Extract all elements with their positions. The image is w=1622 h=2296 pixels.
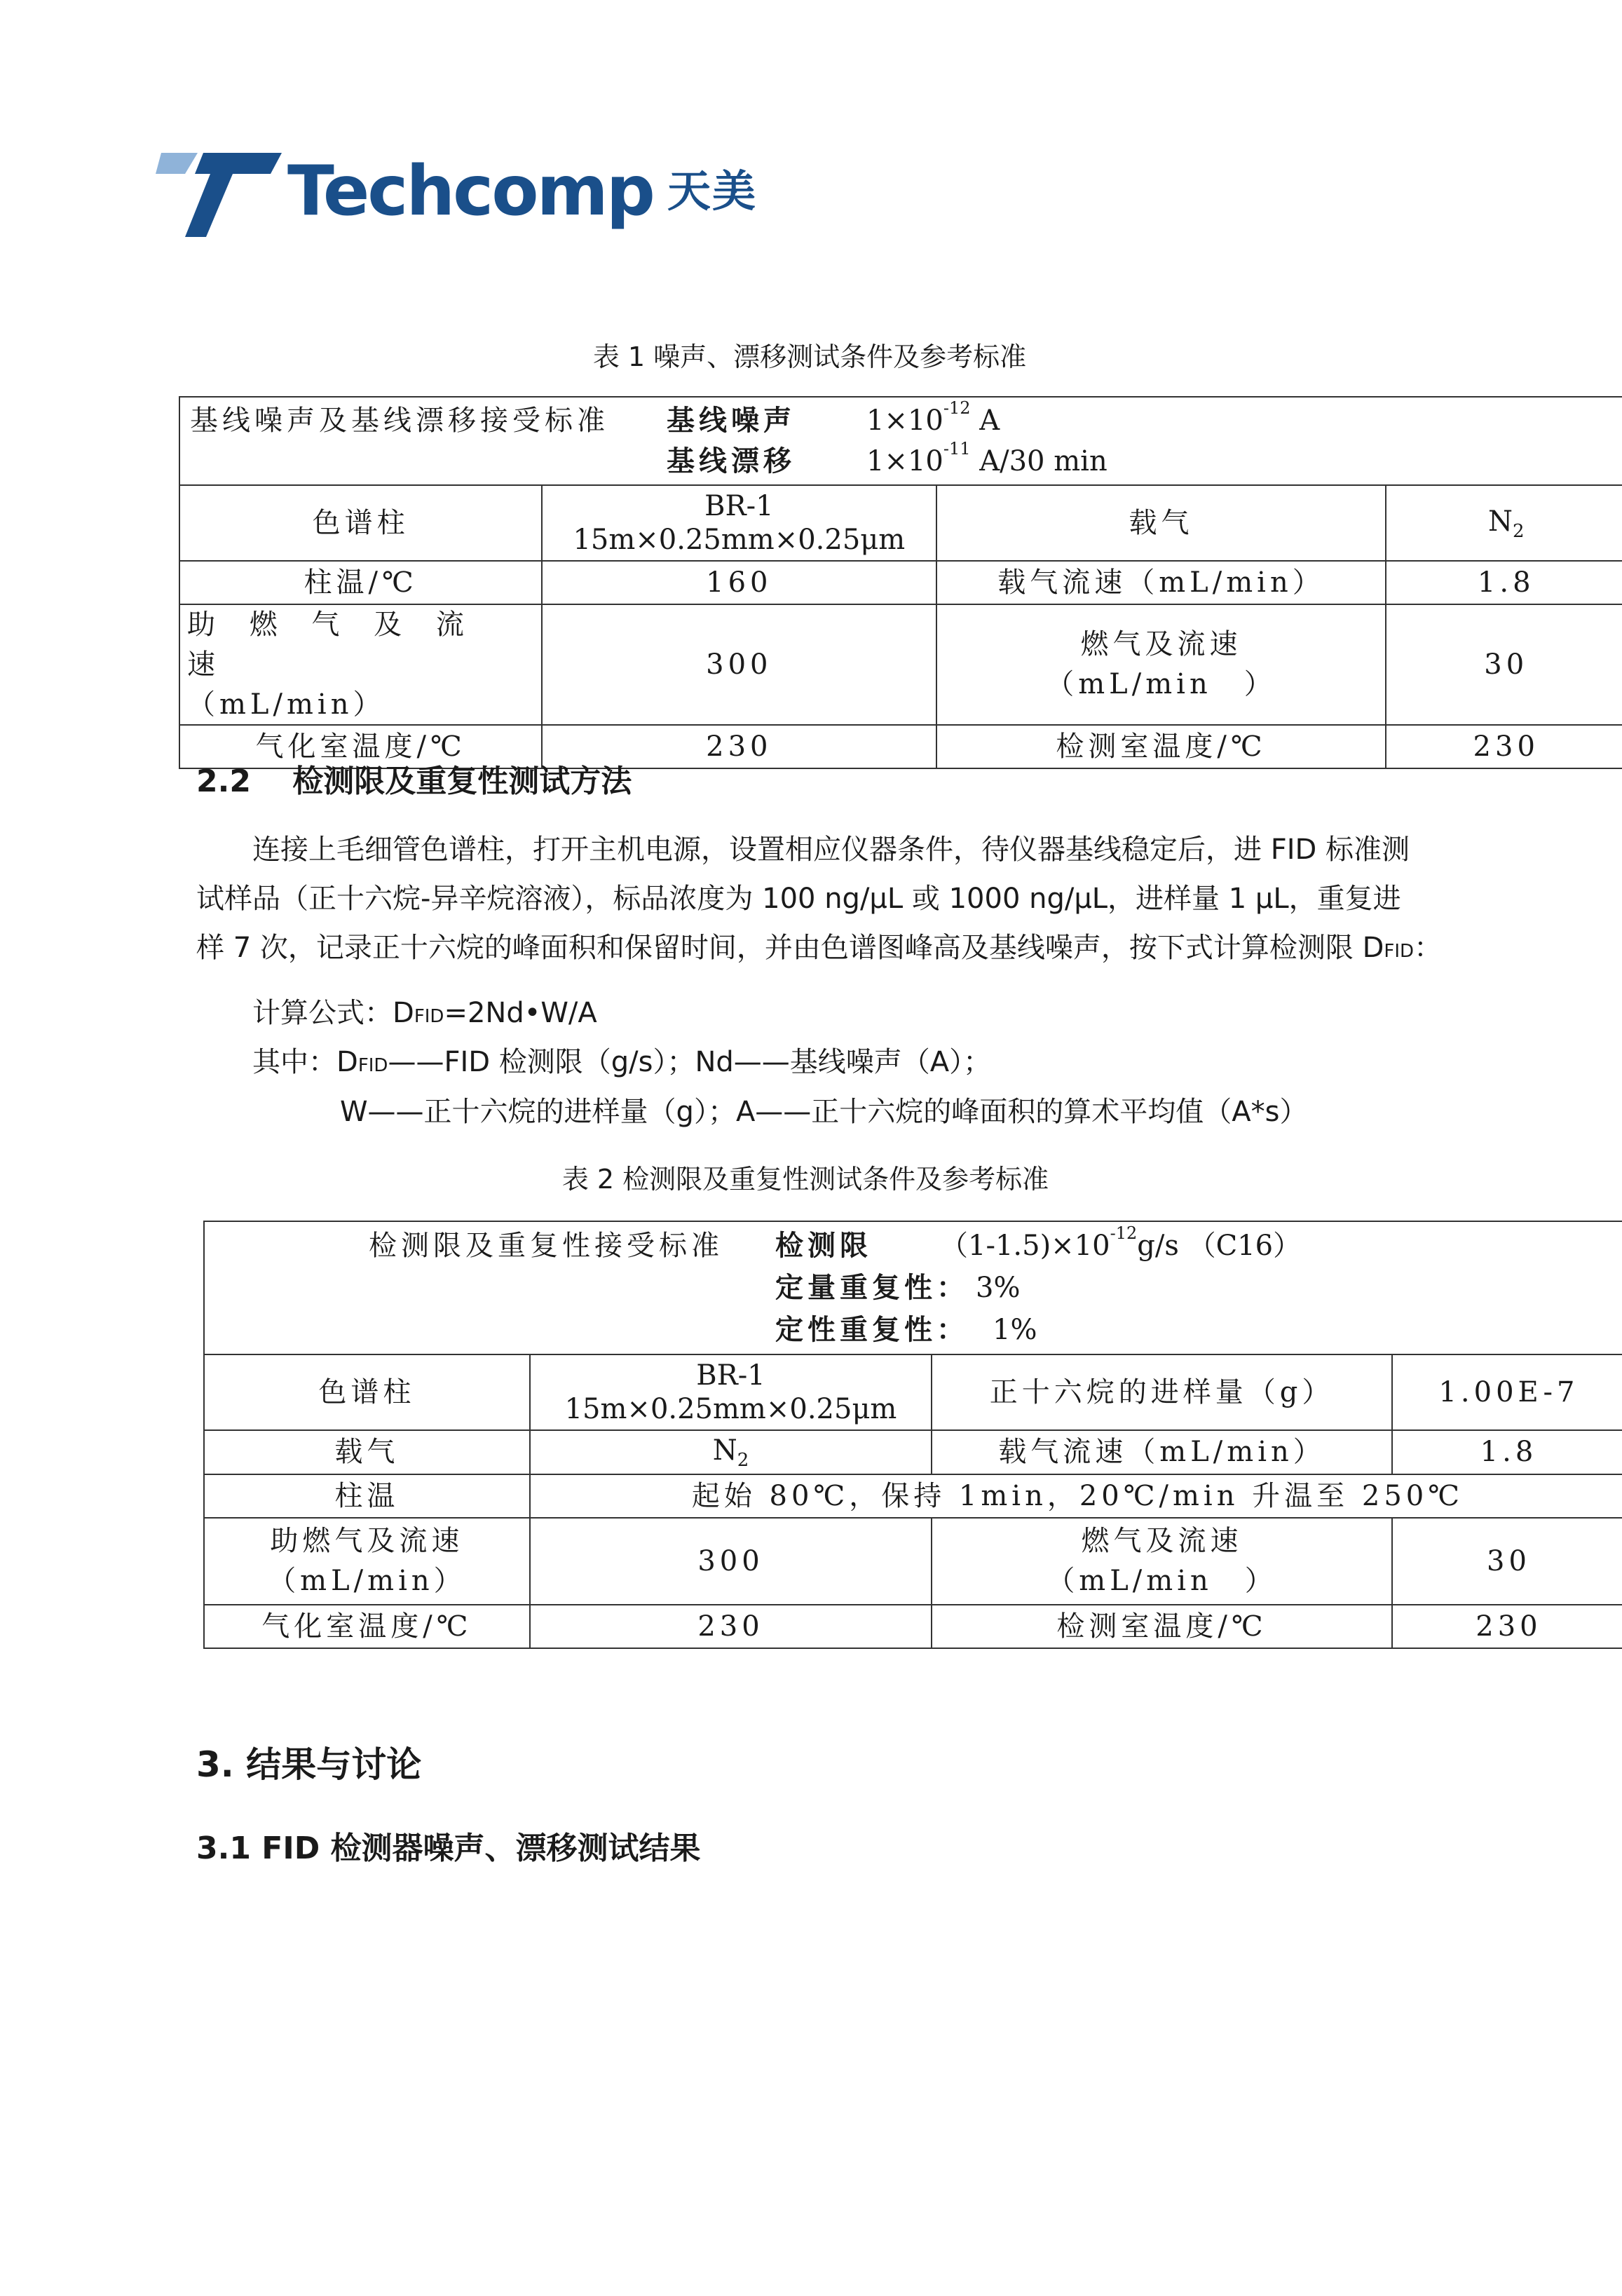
carrier-flow-label: 载气流速（mL/min） xyxy=(932,1430,1392,1474)
col-temp-program: 起始 80℃，保持 1min，20℃/min 升温至 250℃ xyxy=(530,1474,1622,1518)
table1 xyxy=(179,396,1622,769)
criteria-label: 基线噪声及基线漂移接受标准 xyxy=(190,405,609,437)
aux-gas-label: 助 燃 气 及 流 速 （mL/min） xyxy=(179,604,542,725)
table2-criteria-cell xyxy=(204,1221,1622,1354)
table-row xyxy=(204,1474,1622,1518)
col-temp-value: 160 xyxy=(542,561,936,604)
table2-caption: 表 2 检测限及重复性测试条件及参考标准 xyxy=(561,1164,1049,1195)
lod-label: 检测限 xyxy=(775,1229,872,1262)
det-temp-label: 检测室温度/℃ xyxy=(936,725,1386,768)
section-2-2-heading: 2.2 检测限及重复性测试方法 xyxy=(196,763,632,799)
carrier-label: 载气 xyxy=(936,485,1386,561)
table-row xyxy=(179,561,1622,604)
aux-gas-label: 助燃气及流速 （mL/min） xyxy=(204,1518,530,1605)
table1-criteria-cell xyxy=(179,397,1622,485)
fuel-label: 燃气及流速 （mL/min ） xyxy=(932,1518,1392,1605)
carrier-flow-value: 1.8 xyxy=(1386,561,1622,604)
paragraph-line: 连接上毛细管色谱柱，打开主机电源，设置相应仪器条件，待仪器基线稳定后，进 FID 标准测 xyxy=(252,834,1410,866)
table-row xyxy=(204,1518,1622,1605)
formula-where: 其中：DFID——FID 检测限（g/s）；Nd——基线噪声（A）； xyxy=(252,1046,992,1078)
formula-where-line2: W——正十六烷的进样量（g）；A——正十六烷的峰面积的算术平均值（A*s） xyxy=(340,1096,1308,1128)
table-row xyxy=(204,1605,1622,1648)
table-row xyxy=(204,1354,1622,1430)
table-row xyxy=(179,397,1622,485)
noise-label: 基线噪声 xyxy=(667,404,796,437)
table-row xyxy=(179,485,1622,561)
column-value: BR-1 15m×0.25mm×0.25μm xyxy=(542,485,936,561)
fuel-value: 30 xyxy=(1392,1518,1622,1605)
drift-value: $1\times 10^{-11}$ A/30 min xyxy=(866,439,1108,477)
carrier-flow-label: 载气流速（mL/min） xyxy=(936,561,1386,604)
column-value: BR-1 15m×0.25mm×0.25μm xyxy=(530,1354,932,1430)
col-temp-label: 柱温 xyxy=(204,1474,530,1518)
aux-gas-value: 300 xyxy=(530,1518,932,1605)
aux-gas-value: 300 xyxy=(542,604,936,725)
section-3-1-heading: 3.1 FID 检测器噪声、漂移测试结果 xyxy=(196,1830,701,1866)
fuel-value: 30 xyxy=(1386,604,1622,725)
fuel-label: 燃气及流速 （mL/min ） xyxy=(936,604,1386,725)
quant-repeat-label: 定量重复性： xyxy=(775,1271,969,1304)
table-row xyxy=(179,604,1622,725)
det-temp-label: 检测室温度/℃ xyxy=(932,1605,1392,1648)
techcomp-logo xyxy=(156,147,772,238)
table-row xyxy=(179,725,1622,768)
inj-temp-value: 230 xyxy=(530,1605,932,1648)
brand-wordmark: Techcomp xyxy=(287,151,653,231)
table-row xyxy=(204,1430,1622,1474)
paragraph-line: 试样品（正十六烷-异辛烷溶液），标品浓度为 100 ng/μL 或 1000 ng/μL，进样量 1 μL，重复进 xyxy=(196,883,1401,915)
section-3-heading: 3. 结果与讨论 xyxy=(196,1744,422,1785)
inj-temp-label: 气化室温度/℃ xyxy=(204,1605,530,1648)
quant-repeat-value: 3% xyxy=(976,1272,1021,1304)
criteria-label: 检测限及重复性接受标准 xyxy=(369,1230,723,1262)
paragraph-line: 样 7 次，记录正十六烷的峰面积和保留时间，并由色谱图峰高及基线噪声，按下式计算检测限 DFID： xyxy=(196,932,1443,964)
drift-label: 基线漂移 xyxy=(667,444,796,477)
lod-value: $(1-1.5)\times 10^{-12}g/s$ （C16） xyxy=(940,1223,1302,1262)
carrier-value: $N_2$ xyxy=(530,1430,932,1474)
noise-value: $1\times 10^{-12}$ A xyxy=(866,398,1000,437)
det-temp-value: 230 xyxy=(1386,725,1622,768)
det-temp-value: 230 xyxy=(1392,1605,1622,1648)
col-temp-label: 柱温/℃ xyxy=(179,561,542,604)
column-label: 色谱柱 xyxy=(204,1354,530,1430)
qual-repeat-label: 定性重复性： xyxy=(775,1313,969,1346)
carrier-label: 载气 xyxy=(204,1430,530,1474)
inj-amount-value: 1.00E-7 xyxy=(1392,1354,1622,1430)
inj-amount-label: 正十六烷的进样量（g） xyxy=(932,1354,1392,1430)
formula: 计算公式：DFID=2Nd•W/A xyxy=(252,997,597,1029)
carrier-value: $N_2$ xyxy=(1386,485,1622,561)
brand-chinese-name: 天美 xyxy=(667,165,758,217)
carrier-flow-value: 1.8 xyxy=(1392,1430,1622,1474)
qual-repeat-value: 1% xyxy=(993,1314,1037,1346)
column-label: 色谱柱 xyxy=(179,485,542,561)
inj-temp-value: 230 xyxy=(542,725,936,768)
table2 xyxy=(203,1221,1622,1649)
techcomp-t-icon xyxy=(156,147,289,238)
inj-temp-label: 气化室温度/℃ xyxy=(179,725,542,768)
table1-caption: 表 1 噪声、漂移测试条件及参考标准 xyxy=(592,341,1027,372)
table-row xyxy=(204,1221,1622,1354)
